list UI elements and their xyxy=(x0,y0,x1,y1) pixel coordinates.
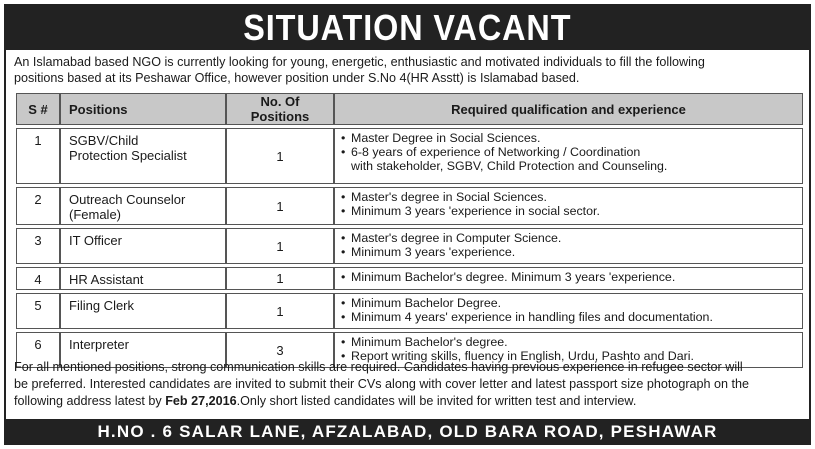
header-requirements: Required qualification and experience xyxy=(334,93,803,125)
table-row xyxy=(16,267,803,290)
row-position xyxy=(60,187,226,225)
requirement-item xyxy=(341,296,796,310)
footer-line xyxy=(14,393,806,410)
requirement-text: Master's degree in Computer Science. xyxy=(351,231,562,245)
position-title-line: Filing Clerk xyxy=(69,298,135,313)
row-position xyxy=(60,293,226,329)
position-title-line: HR Assistant xyxy=(69,272,144,287)
job-advertisement xyxy=(4,4,811,445)
bullet-icon: • xyxy=(341,349,346,363)
intro-line: positions based at its Peshawar Office, however position under S.No 4(HR Asstt) is Islamabad based. xyxy=(14,71,580,85)
row-requirements xyxy=(334,128,803,184)
header-positions: Positions xyxy=(60,93,226,125)
table-row xyxy=(16,228,803,264)
requirement-item xyxy=(341,145,796,159)
table-row xyxy=(16,187,803,225)
bullet-icon: • xyxy=(341,245,346,259)
bullet-icon: • xyxy=(341,310,346,324)
row-count: 1 xyxy=(226,187,334,225)
header-count: No. Of Positions xyxy=(226,93,334,125)
row-count: 1 xyxy=(226,228,334,264)
address-banner xyxy=(6,419,809,445)
bullet-icon: • xyxy=(341,335,346,349)
bullet-icon: • xyxy=(341,296,346,310)
row-requirements xyxy=(334,267,803,290)
row-position xyxy=(60,128,226,184)
bullet-icon: • xyxy=(341,231,346,245)
requirement-text: 6-8 years of experience of Networking / Coordination xyxy=(351,145,641,159)
requirement-item xyxy=(341,270,796,284)
intro-line: An Islamabad based NGO is currently looking for young, energetic, enthusiastic and motivated individuals to fill the following xyxy=(14,55,705,69)
row-sno: 6 xyxy=(16,332,60,368)
row-count: 1 xyxy=(226,293,334,329)
requirement-item xyxy=(341,245,796,259)
requirement-item xyxy=(341,204,796,218)
row-sno: 3 xyxy=(16,228,60,264)
bullet-icon: • xyxy=(341,145,346,159)
requirement-item xyxy=(341,159,796,173)
requirement-text: Minimum 3 years 'experience in social sector. xyxy=(351,204,600,218)
row-position xyxy=(60,228,226,264)
requirement-text: Minimum 4 years' experience in handling files and documentation. xyxy=(351,310,713,324)
table-header-row xyxy=(16,93,803,125)
position-title-line: Protection Specialist xyxy=(69,148,187,163)
requirement-item xyxy=(341,190,796,204)
requirement-text: Minimum 3 years 'experience. xyxy=(351,245,516,259)
deadline-date: Feb 27,2016 xyxy=(165,394,237,408)
row-requirements xyxy=(334,293,803,329)
office-address: H.NO . 6 SALAR LANE, AFZALABAD, OLD BARA ROAD, PESHAWAR xyxy=(97,422,718,441)
row-count: 1 xyxy=(226,128,334,184)
requirement-text: Report writing skills, fluency in English, Urdu, Pashto and Dari. xyxy=(351,349,694,363)
position-title-line: SGBV/Child xyxy=(69,133,139,148)
requirement-text: Minimum Bachelor's degree. Minimum 3 years 'experience. xyxy=(351,270,676,284)
requirement-text: Minimum Bachelor Degree. xyxy=(351,296,502,310)
requirement-item xyxy=(341,335,796,349)
requirement-item xyxy=(341,310,796,324)
intro-paragraph xyxy=(14,54,804,86)
row-count: 1 xyxy=(226,267,334,290)
bullet-icon: • xyxy=(341,204,346,218)
requirement-item xyxy=(341,131,796,145)
footer-text: following address latest by xyxy=(14,394,166,408)
requirement-text: Minimum Bachelor's degree. xyxy=(351,335,508,349)
requirement-text: Master's degree in Social Sciences. xyxy=(351,190,547,204)
row-sno: 4 xyxy=(16,267,60,290)
footer-text: .Only short listed candidates will be invited for written test and interview. xyxy=(236,394,637,408)
row-count: 3 xyxy=(226,332,334,368)
position-title-line: IT Officer xyxy=(69,233,122,248)
footer-paragraph xyxy=(14,359,806,410)
footer-line: For all mentioned positions, strong communication skills are required. Candidates having previous experience in refugee sector will xyxy=(14,360,743,374)
header-sno: S # xyxy=(16,93,60,125)
row-requirements xyxy=(334,228,803,264)
position-title-line: Interpreter xyxy=(69,337,129,352)
positions-table xyxy=(16,90,803,371)
position-title-line: Outreach Counselor xyxy=(69,192,186,207)
footer-line: be preferred. Interested candidates are invited to submit their CVs along with cover letter and latest passport size photograph on the xyxy=(14,377,750,391)
title-banner xyxy=(6,6,809,50)
bullet-icon: • xyxy=(341,270,346,284)
row-sno: 5 xyxy=(16,293,60,329)
requirement-text: Master Degree in Social Sciences. xyxy=(351,131,541,145)
row-requirements xyxy=(334,187,803,225)
bullet-icon: • xyxy=(341,131,346,145)
table-row xyxy=(16,128,803,184)
page-title: SITUATION VACANT xyxy=(243,7,572,48)
bullet-icon: • xyxy=(341,190,346,204)
row-sno: 2 xyxy=(16,187,60,225)
row-position xyxy=(60,267,226,290)
table-row xyxy=(16,293,803,329)
requirement-text: with stakeholder, SGBV, Child Protection and Counseling. xyxy=(351,159,668,173)
position-title-line: (Female) xyxy=(69,207,122,222)
requirement-item xyxy=(341,231,796,245)
row-sno: 1 xyxy=(16,128,60,184)
